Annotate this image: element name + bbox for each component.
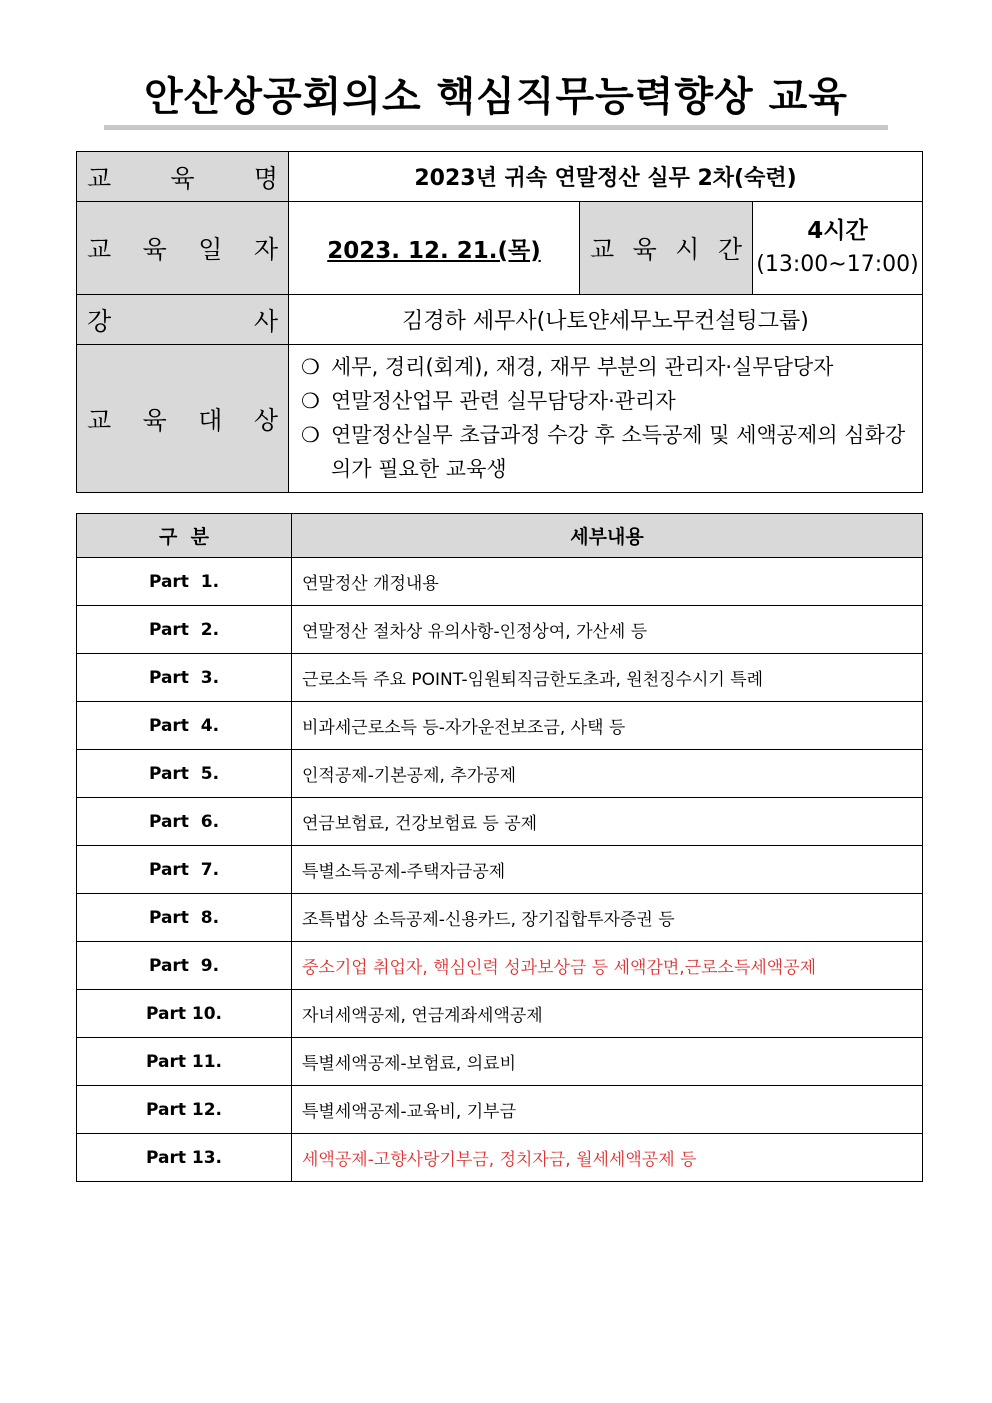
part-detail: 특별세액공제-교육비, 기부금: [292, 1086, 923, 1134]
part-detail: 연말정산 절차상 유의사항-인정상여, 가산세 등: [292, 606, 923, 654]
table-row: [77, 942, 923, 990]
part-detail: 자녀세액공제, 연금계좌세액공제: [292, 990, 923, 1038]
part-detail: 연말정산 개정내용: [292, 558, 923, 606]
course-time-label: 교 육 시 간: [580, 202, 753, 295]
part-detail: 중소기업 취업자, 핵심인력 성과보상금 등 세액감면,근로소득세액공제: [292, 942, 923, 990]
course-time-value: [753, 202, 923, 295]
target-item: ❍ 연말정산업무 관련 실무담당자·관리자: [301, 384, 910, 418]
part-detail: 특별세액공제-보험료, 의료비: [292, 1038, 923, 1086]
curriculum-body: [77, 558, 923, 1182]
part-number: Part 7.: [77, 846, 292, 894]
part-detail: 특별소득공제-주택자금공제: [292, 846, 923, 894]
table-row: [77, 654, 923, 702]
table-row: [77, 894, 923, 942]
course-date-value: [289, 202, 580, 295]
target-list-cell: [289, 345, 923, 493]
curriculum-table: [76, 513, 923, 1182]
table-row: [77, 1038, 923, 1086]
circle-bullet-icon: ❍: [301, 354, 320, 379]
part-number: Part 5.: [77, 750, 292, 798]
instructor-label: 강 사: [77, 295, 289, 345]
part-number: Part 8.: [77, 894, 292, 942]
instructor-value: 김경하 세무사(나토얀세무노무컨설팅그룹): [289, 295, 923, 345]
part-detail: 조특법상 소득공제-신용카드, 장기집합투자증권 등: [292, 894, 923, 942]
page-title: 안산상공회의소 핵심직무능력향상 교육: [144, 74, 848, 120]
circle-bullet-icon: ❍: [301, 388, 320, 413]
table-row: [77, 846, 923, 894]
part-detail: 인적공제-기본공제, 추가공제: [292, 750, 923, 798]
part-detail: 근로소득 주요 POINT-임원퇴직금한도초과, 원천징수시기 특례: [292, 654, 923, 702]
table-row: [77, 798, 923, 846]
target-item: ❍ 세무, 경리(회계), 재경, 재무 부분의 관리자·실무담당자: [301, 350, 910, 384]
part-number: Part 12.: [77, 1086, 292, 1134]
part-number: Part 2.: [77, 606, 292, 654]
part-number: Part 9.: [77, 942, 292, 990]
part-number: Part 13.: [77, 1134, 292, 1182]
table-row: [77, 990, 923, 1038]
part-detail: 연금보험료, 건강보험료 등 공제: [292, 798, 923, 846]
table-row: [77, 750, 923, 798]
part-number: Part 1.: [77, 558, 292, 606]
table-row: [77, 558, 923, 606]
course-hours: 4시간: [807, 218, 868, 244]
part-detail: 비과세근로소득 등-자가운전보조금, 사택 등: [292, 702, 923, 750]
target-list: [289, 346, 922, 492]
target-label: 교 육 대 상: [77, 345, 289, 493]
part-detail: 세액공제-고향사랑기부금, 정치자금, 월세세액공제 등: [292, 1134, 923, 1182]
course-name-label: 교 육 명: [77, 152, 289, 202]
part-number: Part 11.: [77, 1038, 292, 1086]
table-row: [77, 1134, 923, 1182]
part-number: Part 4.: [77, 702, 292, 750]
part-number: Part 3.: [77, 654, 292, 702]
course-name-value: 2023년 귀속 연말정산 실무 2차(숙련): [289, 152, 923, 202]
course-time-range: (13:00~17:00): [756, 252, 919, 277]
target-item: ❍ 연말정산실무 초급과정 수강 후 소득공제 및 세액공제의 심화강의가 필요한 교육생: [301, 418, 910, 486]
circle-bullet-icon: ❍: [301, 422, 320, 447]
table-row: [77, 606, 923, 654]
title-underline: [104, 125, 888, 130]
part-number: Part 6.: [77, 798, 292, 846]
table-row: [77, 1086, 923, 1134]
course-date-text: 2023. 12. 21.(목): [327, 237, 541, 264]
header-part: 구 분: [77, 514, 292, 558]
part-number: Part 10.: [77, 990, 292, 1038]
course-info-table: [76, 151, 923, 493]
table-row: [77, 702, 923, 750]
course-date-label: 교 육 일 자: [77, 202, 289, 295]
header-detail: 세부내용: [292, 514, 923, 558]
